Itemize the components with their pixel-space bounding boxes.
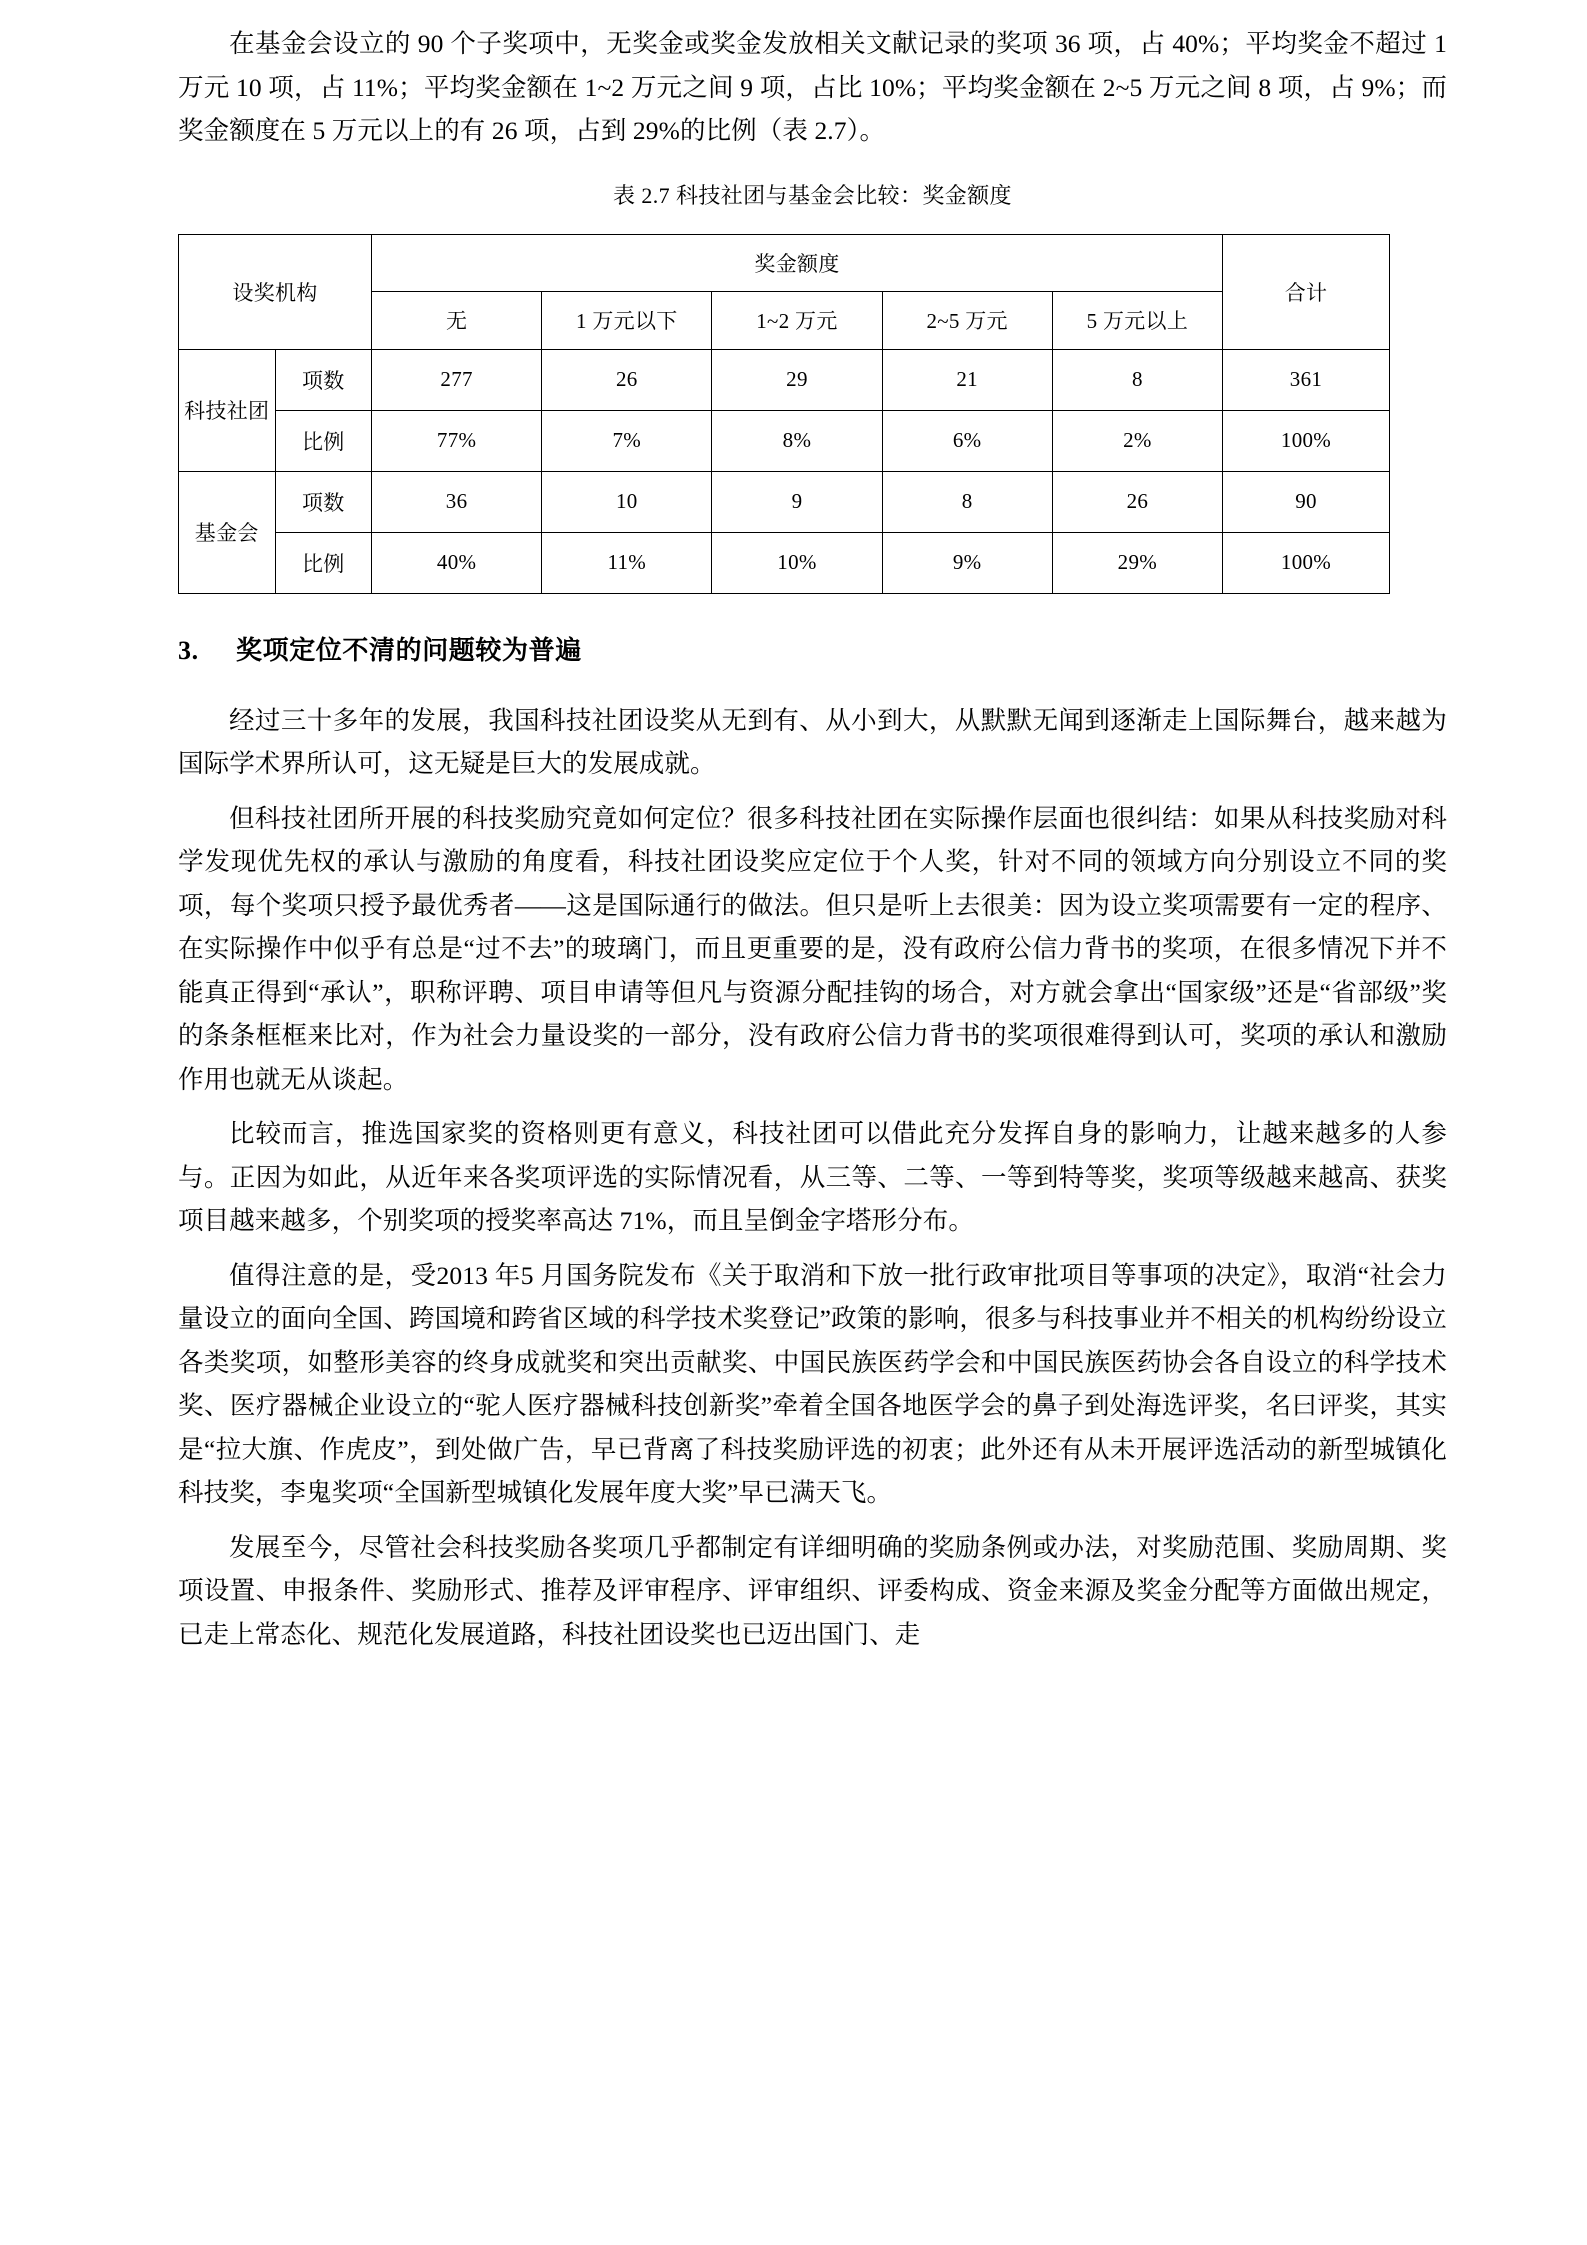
cell-value: 8 [1052, 349, 1222, 410]
header-amount-group: 奖金额度 [372, 234, 1223, 291]
paragraph-3: 比较而言，推选国家奖的资格则更有意义，科技社团可以借此充分发挥自身的影响力，让越来越多的人参与。正因为如此，从近年来各奖项评选的实际情况看，从三等、二等、一等到特等奖，奖项等级越来越高、获奖项目越来越多，个别奖项的授奖率高达 71%，而且呈倒金字塔形分布。 [178, 1119, 1447, 1235]
cell-value: 21 [882, 349, 1052, 410]
cell-value: 9 [712, 471, 882, 532]
cell-value: 8 [882, 471, 1052, 532]
row-metric-count: 项数 [275, 349, 372, 410]
cell-value: 29% [1052, 532, 1222, 593]
table-header-row-top [179, 234, 1390, 291]
paragraph-1: 经过三十多年的发展，我国科技社团设奖从无到有、从小到大，从默默无闻到逐渐走上国际舞台，越来越为国际学术界所认可，这无疑是巨大的发展成就。 [178, 705, 1447, 778]
cell-value: 277 [372, 349, 542, 410]
table-row [179, 410, 1390, 471]
cell-value: 6% [882, 410, 1052, 471]
cell-value: 2% [1052, 410, 1222, 471]
row-metric-count: 项数 [275, 471, 372, 532]
header-col-above-5w: 5 万元以上 [1052, 291, 1222, 349]
cell-value: 10% [712, 532, 882, 593]
cell-total: 361 [1223, 349, 1390, 410]
cell-total: 100% [1223, 410, 1390, 471]
cell-value: 7% [542, 410, 712, 471]
section-heading [178, 630, 1447, 667]
cell-value: 40% [372, 532, 542, 593]
row-institution-foundation: 基金会 [179, 471, 276, 593]
cell-value: 8% [712, 410, 882, 471]
cell-value: 10 [542, 471, 712, 532]
cell-value: 29 [712, 349, 882, 410]
row-metric-ratio: 比例 [275, 410, 372, 471]
cell-value: 26 [542, 349, 712, 410]
row-institution-sti-society: 科技社团 [179, 349, 276, 471]
paragraph-5: 发展至今，尽管社会科技奖励各奖项几乎都制定有详细明确的奖励条例或办法，对奖励范围、奖励周期、奖项设置、申报条件、奖励形式、推荐及评审程序、评审组织、评委构成、资金来源及奖金分配等方面做出规定，已走上常态化、规范化发展道路，科技社团设奖也已迈出国门、走 [178, 1532, 1447, 1649]
header-col-2-5w: 2~5 万元 [882, 291, 1052, 349]
table-row [179, 532, 1390, 593]
header-total: 合计 [1223, 234, 1390, 349]
award-amount-table [178, 234, 1390, 594]
cell-value: 11% [542, 532, 712, 593]
cell-total: 100% [1223, 532, 1390, 593]
section-title: 奖项定位不清的问题较为普遍 [236, 635, 582, 665]
section-number: 3. [178, 635, 199, 665]
paragraph-2: 但科技社团所开展的科技奖励究竟如何定位？很多科技社团在实际操作层面也很纠结：如果从科技奖励对科学发现优先权的承认与激励的角度看，科技社团设奖应定位于个人奖，针对不同的领域方向分别设立不同的奖项，每个奖项只授予最优秀者——这是国际通行的做法。但只是听上去很美：因为设立奖项需要有一定的程序、在实际操作中似乎有总是“过不去”的玻璃门，而且更重要的是，没有政府公信力背书的奖项，在很多情况下并不能真正得到“承认”，职称评聘、项目申请等但凡与资源分配挂钩的场合，对方就会拿出“国家级”还是“省部级”奖的条条框框来比对，作为社会力量设奖的一部分，没有政府公信力背书的奖项很难得到认可，奖项的承认和激励作用也就无从谈起。 [178, 803, 1447, 1094]
table-row [179, 349, 1390, 410]
table-row [179, 471, 1390, 532]
intro-paragraph: 在基金会设立的 90 个子奖项中，无奖金或奖金发放相关文献记录的奖项 36 项，占 40%；平均奖金不超过 1 万元 10 项，占 11%；平均奖金额在 1~2 万元之间 9 项，占比 10%；平均奖金额在 2~5 万元之间 8 项，占 9%；而奖金额度在 5 万元以上的有 26 项，占到 29%的比例（表 2.7）。 [178, 29, 1447, 145]
header-col-1-2w: 1~2 万元 [712, 291, 882, 349]
paragraph-4: 值得注意的是，受2013 年5 月国务院发布《关于取消和下放一批行政审批项目等事项的决定》，取消“社会力量设立的面向全国、跨国境和跨省区域的科学技术奖登记”政策的影响，很多与科技事业并不相关的机构纷纷设立各类奖项，如整形美容的终身成就奖和突出贡献奖、中国民族医药学会和中国民族医药协会各自设立的科学技术奖、医疗器械企业设立的“驼人医疗器械科技创新奖”牵着全国各地医学会的鼻子到处海选评奖，名曰评奖，其实是“拉大旗、作虎皮”，到处做广告，早已背离了科技奖励评选的初衷；此外还有从未开展评选活动的新型城镇化科技奖，李鬼奖项“全国新型城镇化发展年度大奖”早已满天飞。 [178, 1260, 1447, 1507]
cell-value: 26 [1052, 471, 1222, 532]
cell-value: 9% [882, 532, 1052, 593]
header-col-none: 无 [372, 291, 542, 349]
cell-total: 90 [1223, 471, 1390, 532]
row-metric-ratio: 比例 [275, 532, 372, 593]
table-caption: 表 2.7 科技社团与基金会比较：奖金额度 [613, 182, 1012, 208]
header-institution: 设奖机构 [179, 234, 372, 349]
cell-value: 36 [372, 471, 542, 532]
cell-value: 77% [372, 410, 542, 471]
header-col-under-1w: 1 万元以下 [542, 291, 712, 349]
